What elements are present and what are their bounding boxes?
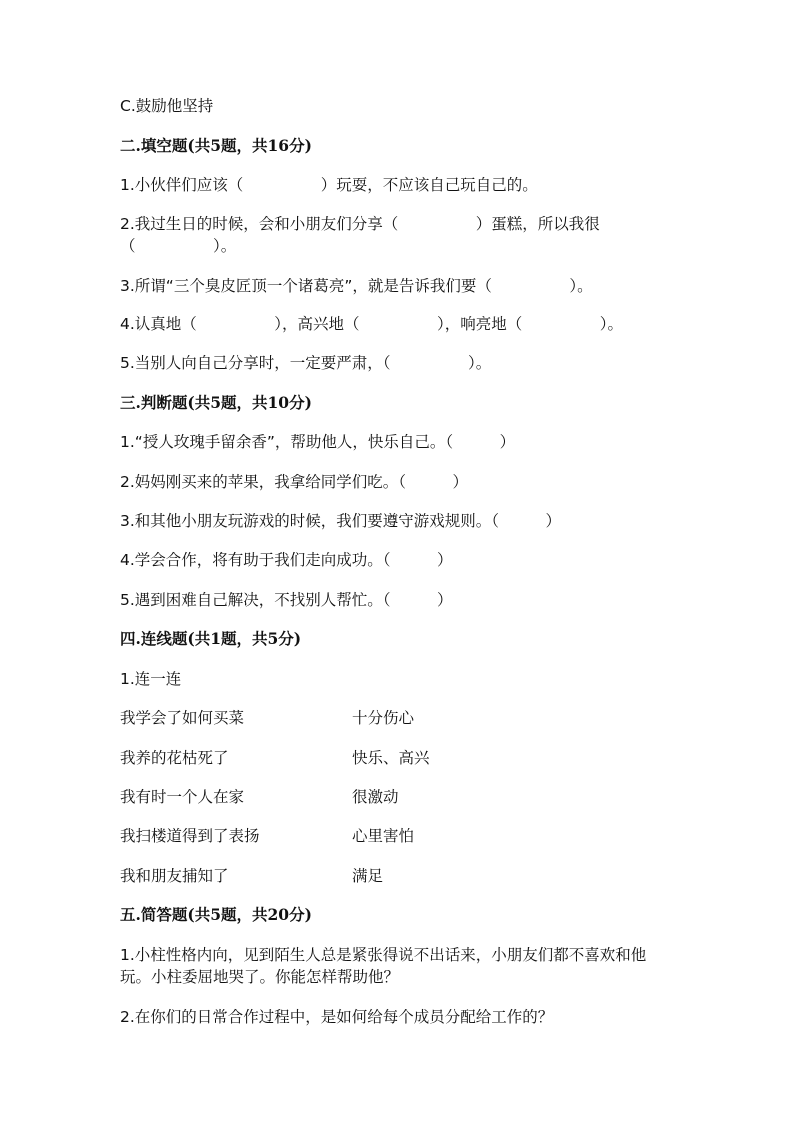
judge-question-3: 3.和其他小朋友玩游戏的时候，我们要遵守游戏规则。（ ） bbox=[120, 512, 562, 530]
section-matching-heading: 四.连线题(共1题，共5分) bbox=[120, 629, 302, 648]
match-left-item: 我养的花枯死了 bbox=[120, 749, 229, 767]
short-question-1-line-1: 1.小柱性格内向，见到陌生人总是紧张得说不出话来，小朋友们都不喜欢和他 bbox=[120, 946, 647, 964]
judge-question-1: 1.“授人玫瑰手留余香”，帮助他人，快乐自己。（ ） bbox=[120, 433, 516, 451]
fill-question-3: 3.所谓“三个臭皮匠顶一个诸葛亮”，就是告诉我们要（ ）。 bbox=[120, 277, 593, 295]
fill-question-5: 5.当别人向自己分享时，一定要严肃，（ ）。 bbox=[120, 354, 492, 372]
fill-question-2-line-2: （ ）。 bbox=[120, 237, 237, 255]
option-c: C.鼓励他坚持 bbox=[120, 97, 214, 115]
short-question-1-line-2: 玩。小柱委屈地哭了。你能怎样帮助他？ bbox=[120, 968, 400, 986]
fill-question-4: 4.认真地（ ），高兴地（ ），响亮地（ ）。 bbox=[120, 315, 624, 333]
match-left-item: 我有时一个人在家 bbox=[120, 788, 245, 806]
section-judgement-heading: 三.判断题(共5题，共10分) bbox=[120, 393, 312, 412]
judge-question-5: 5.遇到困难自己解决，不找别人帮忙。（ ） bbox=[120, 591, 453, 609]
match-left-item: 我扫楼道得到了表扬 bbox=[120, 827, 260, 845]
fill-question-2-line-1: 2.我过生日的时候，会和小朋友们分享（ ）蛋糕，所以我很 bbox=[120, 215, 600, 233]
match-left-item: 我和朋友捕知了 bbox=[120, 867, 229, 885]
short-question-2: 2.在你们的日常合作过程中，是如何给每个成员分配给工作的？ bbox=[120, 1008, 554, 1026]
judge-question-4: 4.学会合作，将有助于我们走向成功。（ ） bbox=[120, 551, 453, 569]
match-right-item: 十分伤心 bbox=[352, 709, 415, 727]
judge-question-2: 2.妈妈刚买来的苹果，我拿给同学们吃。（ ） bbox=[120, 473, 469, 491]
match-right-item: 心里害怕 bbox=[352, 827, 415, 845]
match-right-item: 很激动 bbox=[352, 788, 399, 806]
section-fill-blank-heading: 二.填空题(共5题，共16分) bbox=[120, 136, 312, 155]
match-left-item: 我学会了如何买菜 bbox=[120, 709, 245, 727]
match-right-item: 满足 bbox=[352, 867, 384, 885]
fill-question-1: 1.小伙伴们应该（ ）玩耍，不应该自己玩自己的。 bbox=[120, 176, 538, 194]
match-right-item: 快乐、高兴 bbox=[352, 749, 430, 767]
matching-question-1: 1.连一连 bbox=[120, 670, 182, 688]
section-short-answer-heading: 五.简答题(共5题，共20分) bbox=[120, 905, 312, 924]
